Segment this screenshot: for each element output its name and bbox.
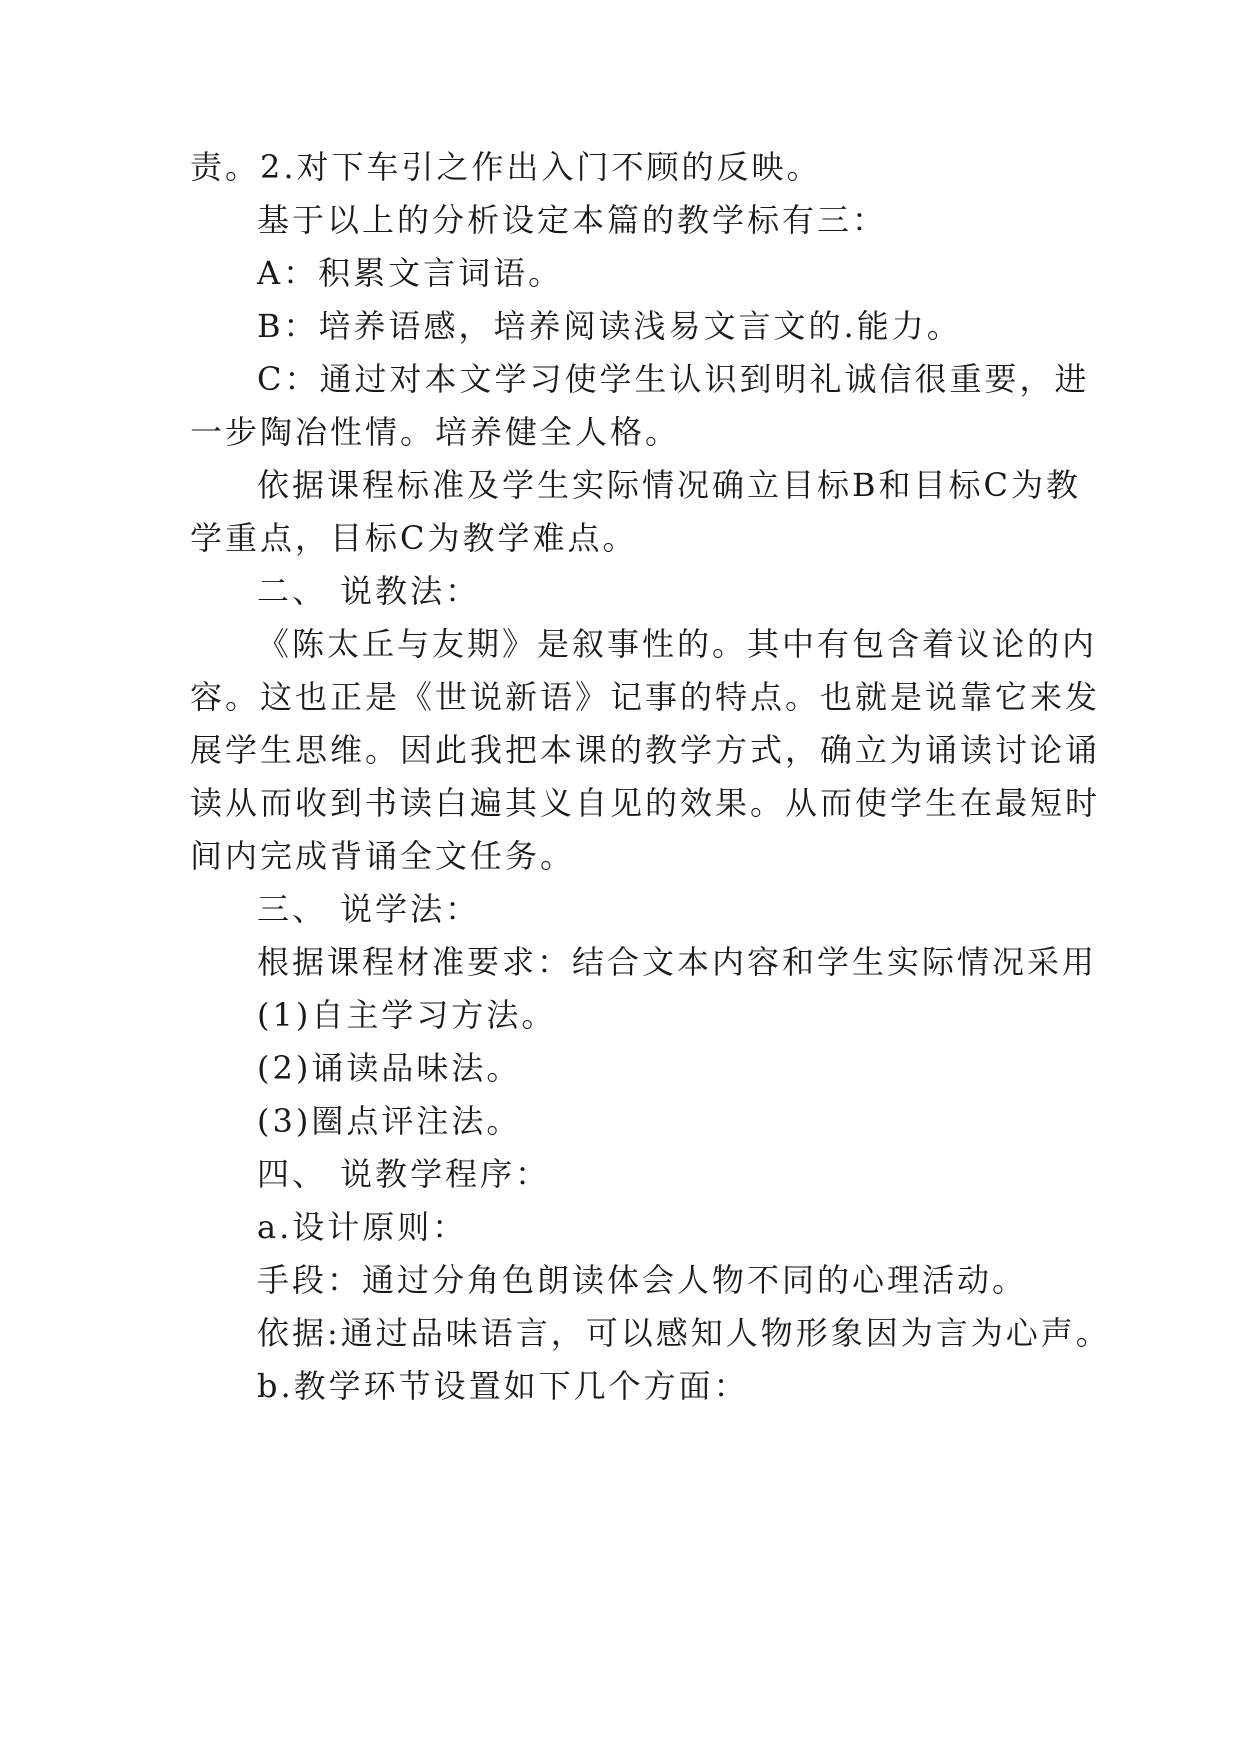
text-line: A：积累文言词语。 bbox=[257, 254, 564, 292]
text-line: 间内完成背诵全文任务。 bbox=[190, 837, 576, 875]
text-line: 依据:通过品味语言，可以感知人物形象因为言为心声。 bbox=[257, 1314, 1111, 1352]
text-line: 一步陶冶性情。培养健全人格。 bbox=[190, 413, 681, 451]
text-line: 手段：通过分角色朗读体会人物不同的心理活动。 bbox=[257, 1261, 1028, 1299]
text-line: 根据课程材准要求：结合文本内容和学生实际情况采用 bbox=[257, 943, 1098, 981]
text-line: 依据课程标准及学生实际情况确立目标B和目标C为教 bbox=[257, 466, 1082, 504]
text-line: C：通过对本文学习使学生认识到明礼诚信很重要，进 bbox=[257, 360, 1090, 398]
list-item: (1)自主学习方法。 bbox=[257, 996, 557, 1034]
text-line: 容。这也正是《世说新语》记事的特点。也就是说靠它来发 bbox=[190, 678, 1101, 716]
text-line: B：培养语感，培养阅读浅易文言文的.能力。 bbox=[257, 307, 962, 345]
section-heading: 三、 说学法： bbox=[257, 890, 481, 928]
list-item: (2)诵读品味法。 bbox=[257, 1049, 522, 1087]
text-line: 《陈太丘与友期》是叙事性的。其中有包含着议论的内 bbox=[257, 625, 1098, 663]
text-line: 基于以上的分析设定本篇的教学标有三： bbox=[257, 201, 888, 239]
list-item: (3)圈点评注法。 bbox=[257, 1102, 522, 1140]
text-line: a.设计原则： bbox=[257, 1208, 468, 1246]
section-heading: 四、 说教学程序： bbox=[257, 1155, 551, 1193]
text-line: 读从而收到书读白遍其义自见的效果。从而使学生在最短时 bbox=[190, 784, 1101, 822]
text-line: 学重点，目标C为教学难点。 bbox=[190, 519, 638, 557]
section-heading: 二、 说教法： bbox=[257, 572, 481, 610]
text-line: 责。2.对下车引之作出入门不顾的反映。 bbox=[190, 148, 822, 186]
text-line: b.教学环节设置如下几个方面： bbox=[257, 1367, 749, 1405]
text-line: 展学生思维。因此我把本课的教学方式，确立为诵读讨论诵 bbox=[190, 731, 1101, 769]
